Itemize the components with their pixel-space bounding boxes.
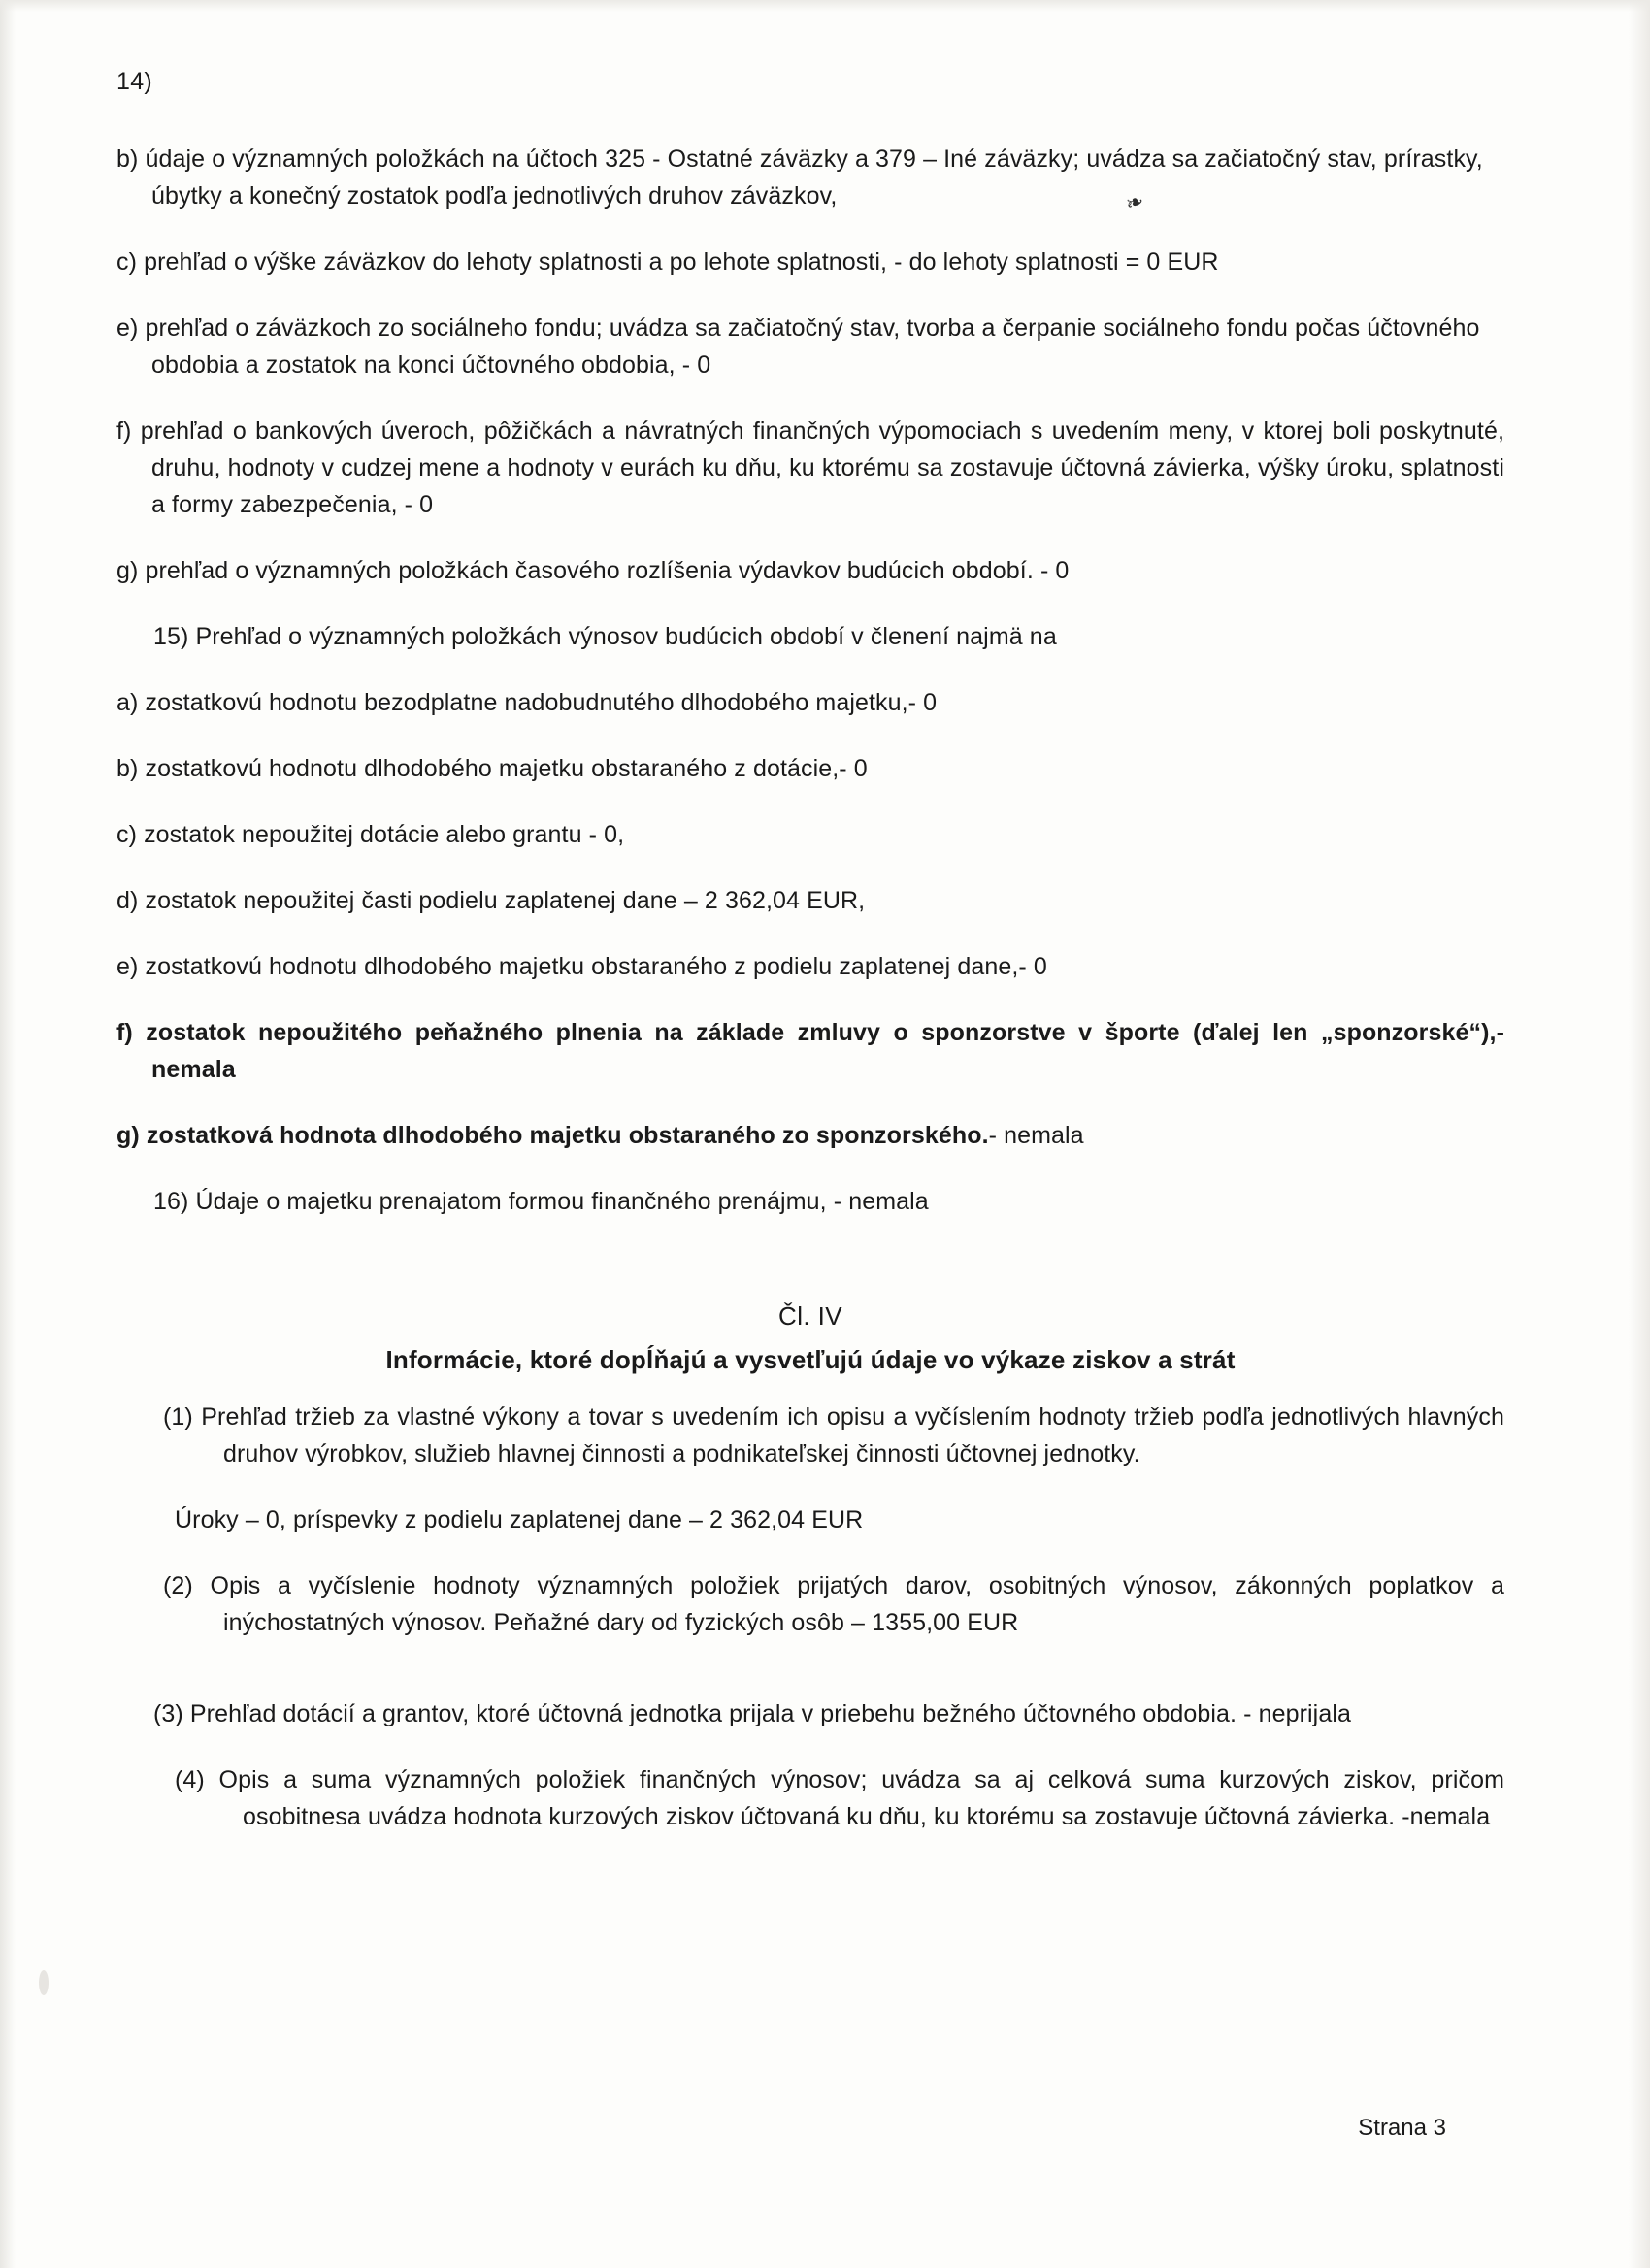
scan-edge-top (0, 0, 1650, 12)
paragraph-16: 16) Údaje o majetku prenajatom formou finančného prenájmu, - nemala (153, 1188, 929, 1215)
paragraph-15-e: e) zostatkovú hodnotu dlhodobého majetku obstaraného z podielu zaplatenej dane,- 0 (116, 953, 1047, 980)
scan-edge-right (1629, 0, 1650, 2268)
ink-mark-icon: ❧ (1122, 187, 1147, 217)
page-footer: Strana 3 (1358, 2115, 1446, 2141)
paragraph-iv-2: (2) Opis a vyčíslenie hodnoty významných položiek prijatých darov, osobitných výnosov, zákonných poplatkov a inýchostatných výnosov. Peňažné dary od fyzických osôb – 1355,00 EUR (163, 1572, 1504, 1636)
spacer (116, 1670, 1504, 1695)
article-iv-title: Čl. IV (778, 1301, 842, 1331)
article-iv-subtitle: Informácie, ktoré dopĺňajú a vysvetľujú údaje vo výkaze ziskov a strát (385, 1345, 1236, 1374)
paragraph-14-f: f) prehľad o bankových úveroch, pôžičkách a návratných finančných výpomociach s uvedením meny, v ktorej boli poskytnuté, druhu, hodnoty v cudzej mene a hodnoty v eurách ku dňu, ku ktorému sa zostavuje účtovná závierka, výšky úroku, splatnosti a formy zabezpečenia, - 0 (116, 417, 1504, 518)
paragraph-15-g (116, 1117, 1504, 1154)
paragraph-15-g-tail: - nemala (988, 1122, 1084, 1149)
paragraph-15-f: f) zostatok nepoužitého peňažného plnenia na základe zmluvy o sponzorstve v športe (ďalej len „sponzorské“),- nemala (116, 1019, 1504, 1083)
heading-section-15: 15) Prehľad o významných položkách výnosov budúcich období v členení najmä na (153, 623, 1057, 650)
document-body (116, 68, 1504, 1864)
paragraph-iv-4: (4) Opis a suma významných položiek finančných výnosov; uvádza sa aj celková suma kurzových ziskov, pričom osobitnesa uvádza hodnota kurzových ziskov účtovaná ku dňu, ku ktorému sa zostavuje účtovná závierka. -nemala (175, 1766, 1504, 1830)
page-number-label: 14) (116, 68, 153, 95)
paragraph-15-c: c) zostatok nepoužitej dotácie alebo grantu - 0, (116, 821, 625, 848)
paragraph-14-c: c) prehľad o výške záväzkov do lehoty splatnosti a po lehote splatnosti, - do lehoty splatnosti = 0 EUR (116, 248, 1219, 276)
paragraph-iv-1-note: Úroky – 0, príspevky z podielu zaplatenej dane – 2 362,04 EUR (175, 1506, 864, 1533)
scan-smudge (39, 1970, 49, 1995)
paragraph-15-b: b) zostatkovú hodnotu dlhodobého majetku obstaraného z dotácie,- 0 (116, 755, 868, 782)
paragraph-14-e: e) prehľad o záväzkoch zo sociálneho fondu; uvádza sa začiatočný stav, tvorba a čerpanie sociálneho fondu počas účtovného obdobia a zostatok na konci účtovného obdobia, - 0 (116, 314, 1480, 378)
paragraph-15-a: a) zostatkovú hodnotu bezodplatne nadobudnutého dlhodobého majetku,- 0 (116, 689, 938, 716)
paragraph-iv-3: (3) Prehľad dotácií a grantov, ktoré účtovná jednotka prijala v priebehu bežného účtovného obdobia. - neprijala (153, 1700, 1351, 1727)
paragraph-14-g: g) prehľad o významných položkách časového rozlíšenia výdavkov budúcich období. - 0 (116, 557, 1070, 584)
paragraph-15-g-bold: g) zostatková hodnota dlhodobého majetku obstaraného zo sponzorského. (116, 1122, 989, 1149)
paragraph-15-d: d) zostatok nepoužitej časti podielu zaplatenej dane – 2 362,04 EUR, (116, 887, 866, 914)
scan-edge-left (0, 0, 16, 2268)
paragraph-iv-1: (1) Prehľad tržieb za vlastné výkony a tovar s uvedením ich opisu a vyčíslením hodnoty tržieb podľa jednotlivých hlavných druhov výrobkov, služieb hlavnej činnosti a podnikateľskej činnosti účtovnej jednotky. (163, 1403, 1504, 1467)
paragraph-14-b: b) údaje o významných položkách na účtoch 325 - Ostatné záväzky a 379 – Iné záväzky; uvádza sa začiatočný stav, prírastky, úbytky a konečný zostatok podľa jednotlivých druhov záväzkov, (116, 146, 1483, 210)
spacer (116, 1249, 1504, 1301)
